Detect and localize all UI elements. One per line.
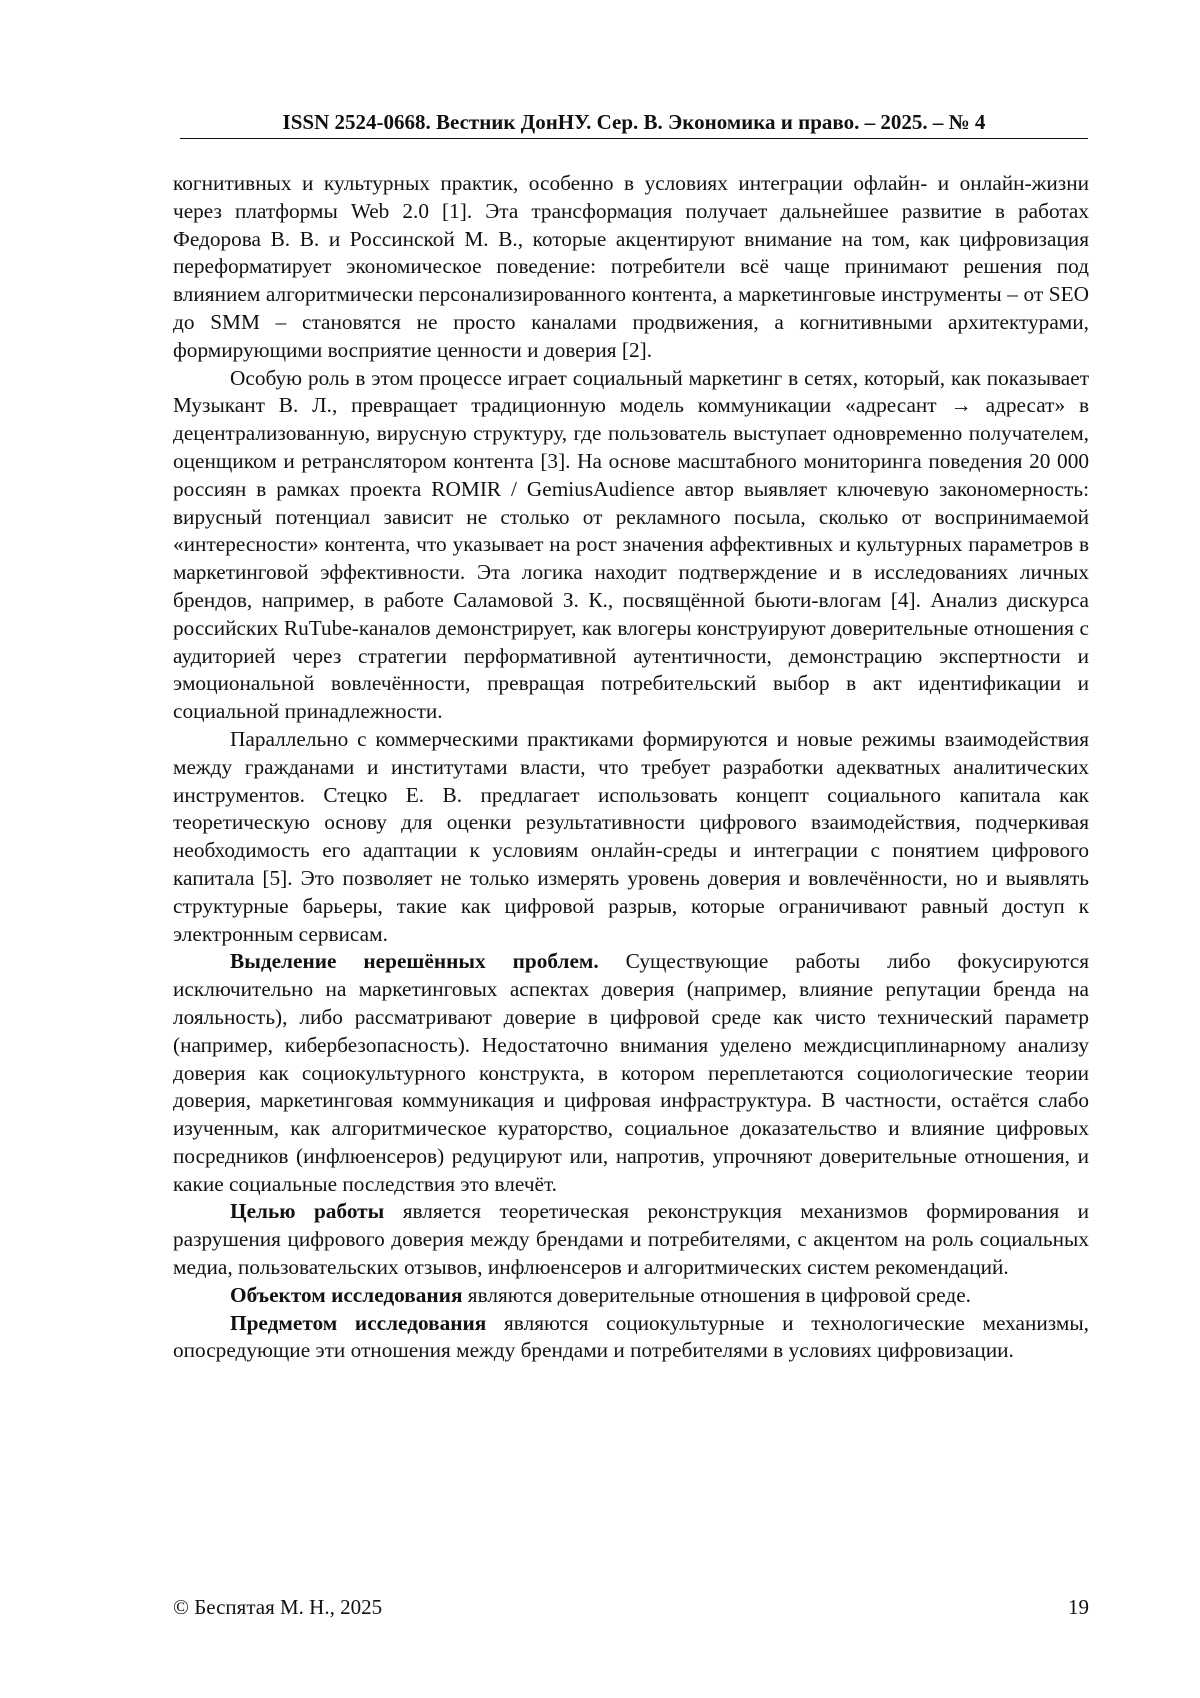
- subject-heading: Предметом исследования: [230, 1310, 487, 1335]
- paragraph-social-capital: Параллельно с коммерческими практиками формируются и новые режимы взаимодействия между гражданами и институтами власти, что требует разработки адекватных аналитических инструментов. Стецко Е. В. предлагает использовать концепт социального капитала как теоретическую основу для оценки результативности цифрового взаимодействия, подчеркивая необходимость его адаптации к условиям онлайн-среды и интеграции с понятием цифрового капитала [5]. Это позволяет не только измерять уровень доверия и вовлечённости, но и выявлять структурные барьеры, такие как цифровой разрыв, которые ограничивают равный доступ к электронным сервисам.: [173, 726, 1089, 946]
- goal-text: является теоретическая реконструкция механизмов формирования и разрушения цифрового доверия между брендами и потребителями, с акцентом на роль социальных медиа, пользовательских отзывов, инфлюенсеров и алгоритмических систем рекомендаций.: [173, 1199, 1089, 1280]
- object-text: являются доверительные отношения в цифровой среде.: [462, 1282, 971, 1307]
- object-heading: Объектом исследования: [230, 1282, 463, 1307]
- paragraph-object: [173, 1282, 1089, 1310]
- paragraph-unsolved-problems: [173, 948, 1089, 1198]
- goal-heading: Целью работы: [230, 1199, 385, 1224]
- unsolved-problems-heading: Выделение нерешённых проблем.: [230, 949, 599, 974]
- copyright-notice: © Беспятая М. Н., 2025: [173, 1595, 383, 1619]
- paragraph-goal: [173, 1198, 1089, 1281]
- paragraph-subject: [173, 1310, 1089, 1366]
- unsolved-problems-text: Существующие работы либо фокусируются исключительно на маркетинговых аспектах доверия (например, влияние репутации бренда на лояльность), либо рассматривают доверие в цифровой среде как чисто технический параметр (например, кибербезопасность). Недостаточно внимания уделено междисциплинарному анализу доверия как социокультурного конструкта, в котором переплетаются социологические теории доверия, маркетинговая коммуникация и цифровая инфраструктура. В частности, остаётся слабо изученным, как алгоритмическое кураторство, социальное доказательство и влияние цифровых посредников (инфлюенсеров) редуцируют или, напротив, упрочняют доверительные отношения, и какие социальные последствия это влечёт.: [173, 949, 1089, 1196]
- subject-text: являются социокультурные и технологические механизмы, опосредующие эти отношения между брендами и потребителями в условиях цифровизации.: [173, 1310, 1089, 1363]
- running-header: ISSN 2524-0668. Вестник ДонНУ. Сер. В. Экономика и право. – 2025. – № 4: [180, 108, 1088, 139]
- paragraph-social-marketing: Особую роль в этом процессе играет социальный маркетинг в сетях, который, как показывает Музыкант В. Л., превращает традиционную модель коммуникации «адресант → адресат» в децентрализованную, вирусную структуру, где пользователь выступает одновременно получателем, оценщиком и ретранслятором контента [3]. На основе масштабного мониторинга поведения 20 000 россиян в рамках проекта ROMIR / GemiusAudience автор выявляет ключевую закономерность: вирусный потенциал зависит не столько от рекламного посыла, сколько от воспринимаемой «интересности» контента, что указывает на рост значения аффективных и культурных параметров в маркетинговой эффективности. Эта логика находит подтверждение и в исследованиях личных брендов, например, в работе Саламовой З. К., посвящённой бьюти-влогам [4]. Анализ дискурса российских RuTube-каналов демонстрирует, как влогеры конструируют доверительные отношения с аудиторией через стратегии перформативной аутентичности, демонстрацию экспертности и эмоциональной вовлечённости, превращая потребительский выбор в акт идентификации и социальной принадлежности.: [173, 365, 1089, 724]
- paragraph-continuation: когнитивных и культурных практик, особенно в условиях интеграции офлайн- и онлайн-жизни через платформы Web 2.0 [1]. Эта трансформация получает дальнейшее развитие в работах Федорова В. В. и Россинской М. В., которые акцентируют внимание на том, как цифровизация переформатирует экономическое поведение: потребители всё чаще принимают решения под влиянием алгоритмически персонализированного контента, а маркетинговые инструменты – от SEO до SMM – становятся не просто каналами продвижения, а когнитивными архитектурами, формирующими восприятие ценности и доверия [2].: [173, 171, 1089, 362]
- article-body: [173, 170, 1089, 1365]
- page-number: 19: [1068, 1595, 1089, 1619]
